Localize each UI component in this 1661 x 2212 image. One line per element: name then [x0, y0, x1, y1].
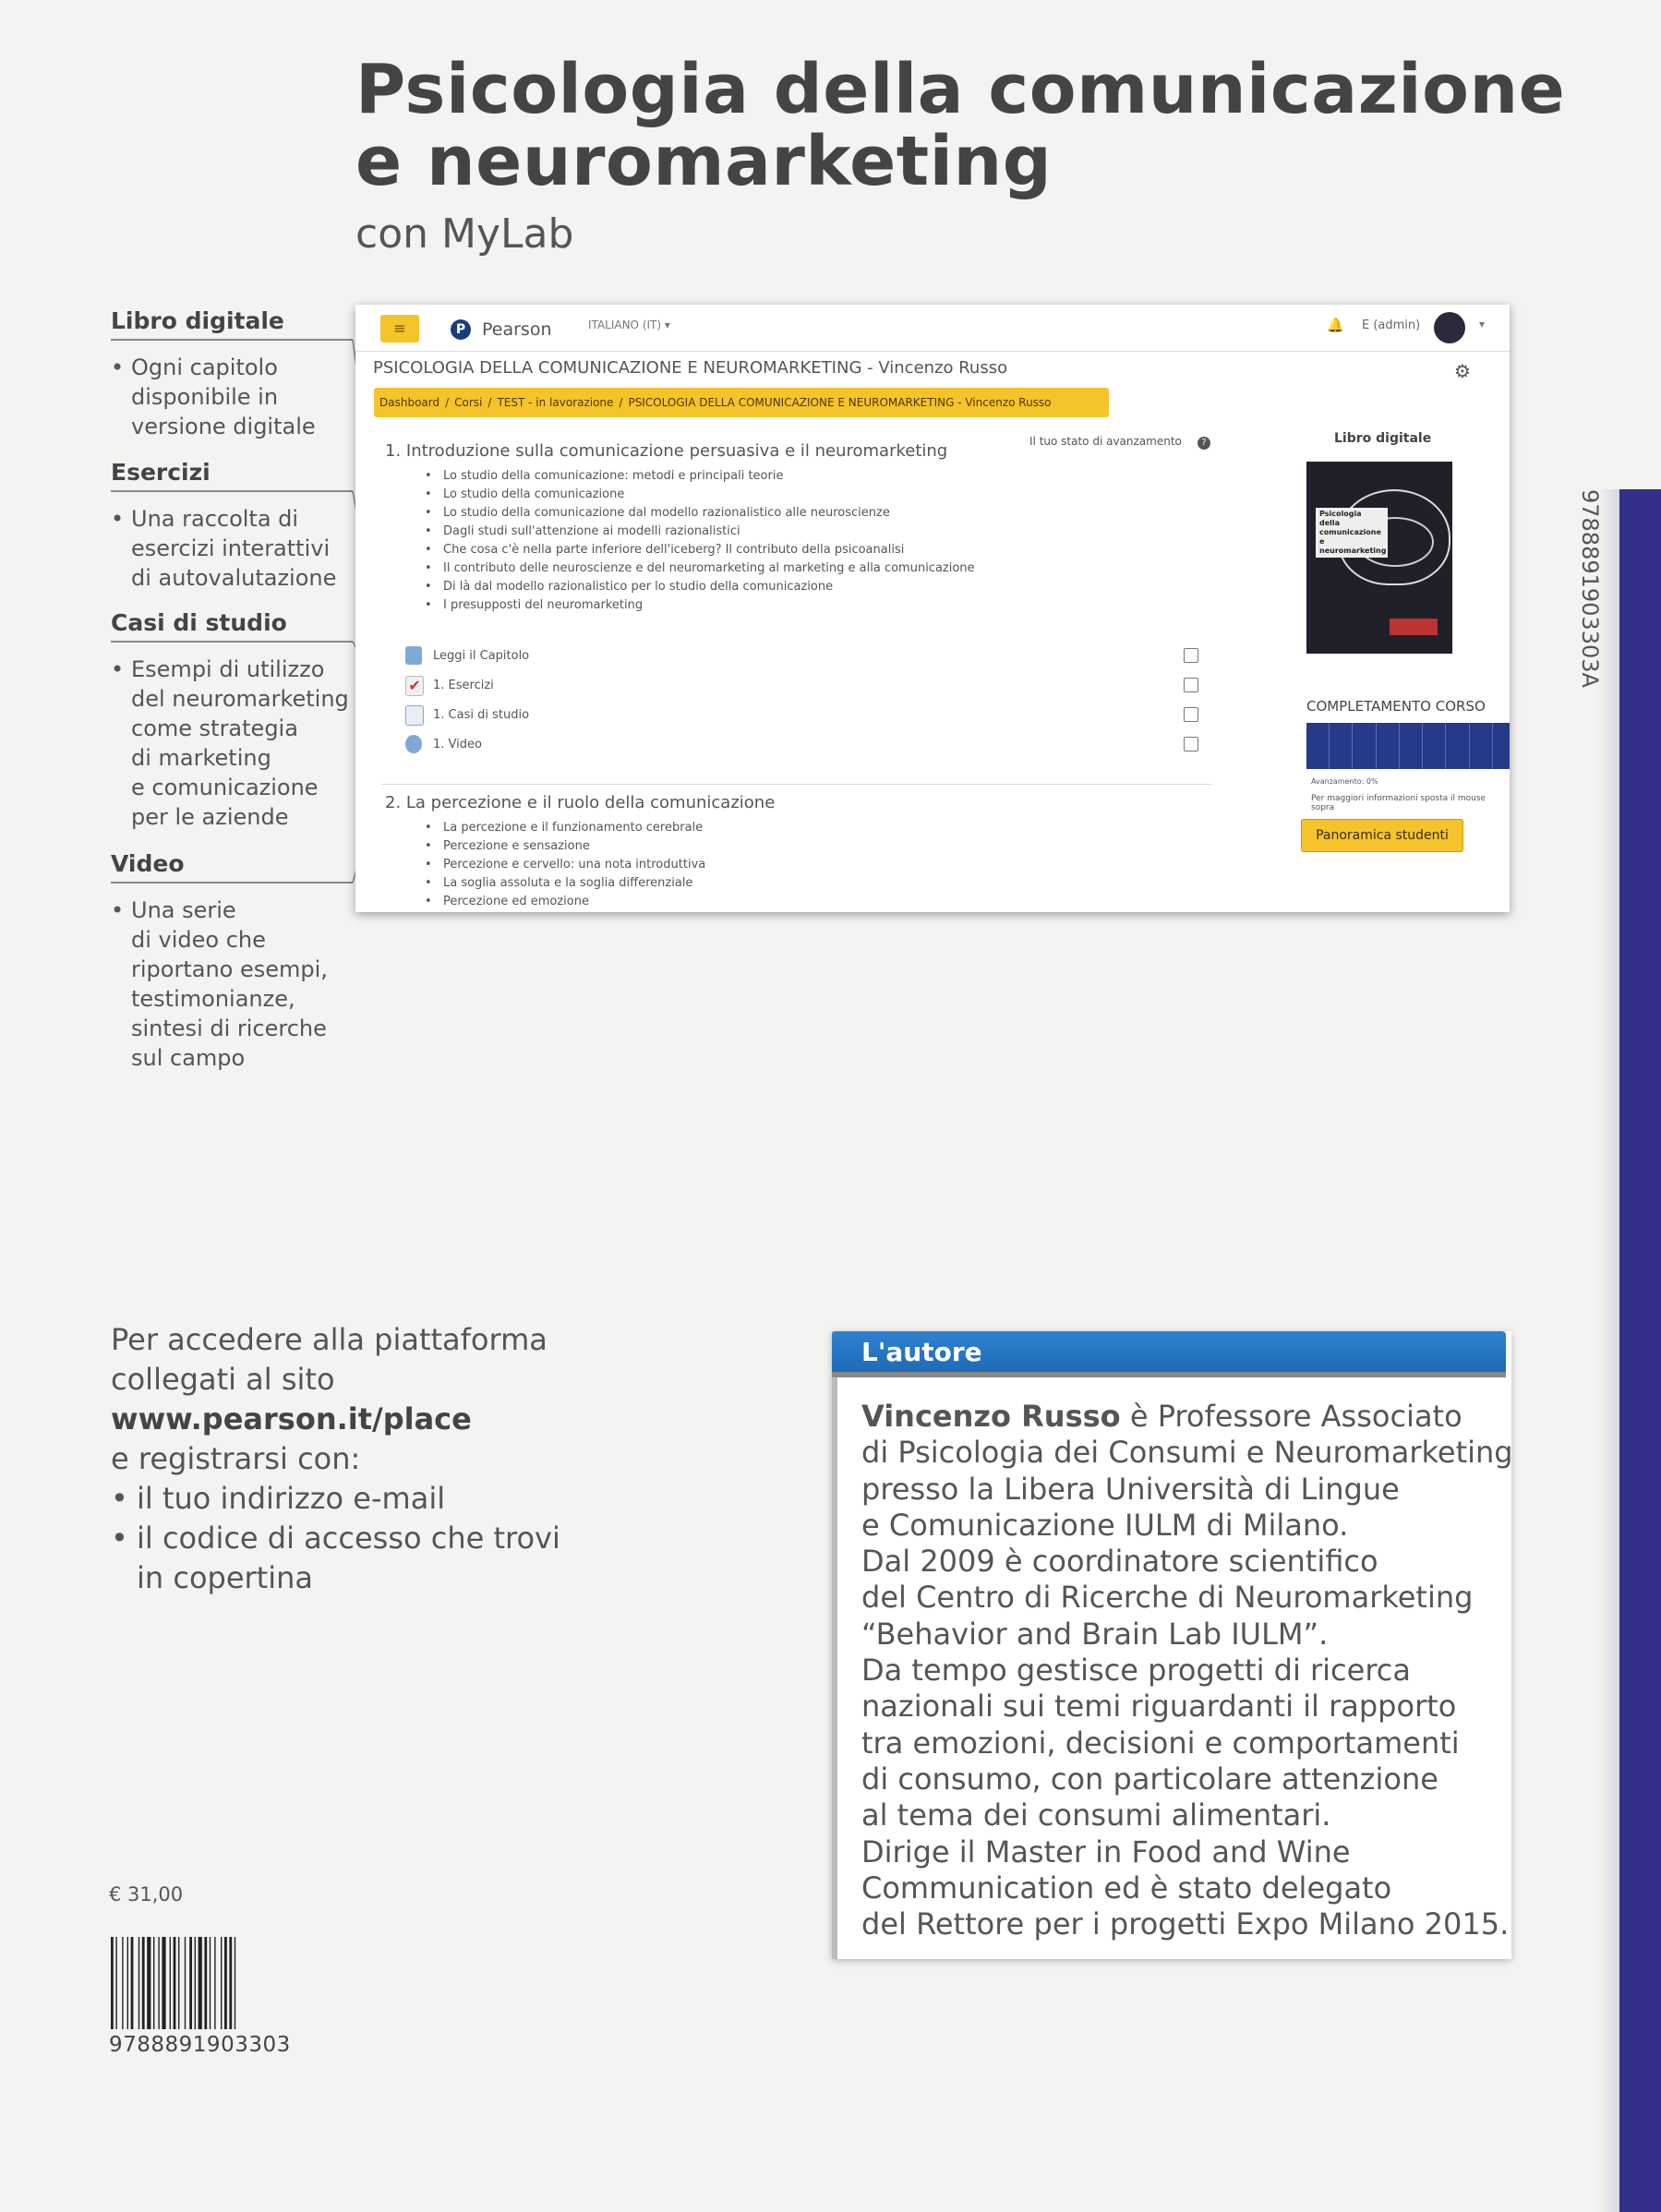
course-title: PSICOLOGIA DELLA COMUNICAZIONE E NEUROMARKETING - Vincenzo Russo [373, 358, 1008, 378]
breadcrumb-item[interactable]: Dashboard [379, 396, 440, 409]
breadcrumb-item[interactable]: Corsi [454, 396, 483, 409]
access-url[interactable]: www.pearson.it/place [111, 1401, 472, 1437]
feature-head-video: Video [111, 850, 185, 877]
section-topics: • La percezione e il funzionamento cerebrale • Percezione e sensazione • Percezione e cervello: una nota introduttiva • La soglia assoluta e la soglia differenziale • Percezione ed emozione [425, 821, 706, 908]
feature-divider [111, 882, 353, 884]
section-title[interactable]: 1. Introduzione sulla comunicazione persuasiva e il neuromarketing [385, 441, 948, 461]
access-line: collegati al sito [111, 1362, 335, 1397]
help-icon[interactable]: ? [1198, 437, 1210, 450]
price: € 31,00 [109, 1883, 184, 1905]
feature-text-casi: • Esempi di utilizzo del neuromarketing come strategia di marketing e comunicazione per le aziende [111, 656, 349, 830]
breadcrumb-item[interactable]: TEST - in lavorazione [497, 396, 614, 409]
access-line: e registrarsi con: [111, 1441, 361, 1476]
author-name: Vincenzo Russo [861, 1399, 1121, 1434]
quiz-check-icon: ✔ [405, 676, 424, 696]
author-heading: L'autore [861, 1337, 982, 1367]
activity-leggi[interactable]: Leggi il Capitolo [433, 649, 530, 663]
activity-video[interactable]: 1. Video [433, 738, 482, 751]
course-progress-bar[interactable] [1306, 723, 1510, 769]
title-line-1: Psicologia della comunicazione [355, 50, 1566, 129]
progress-label: Il tuo stato di avanzamento [1029, 435, 1182, 448]
cover-badge [1390, 619, 1438, 635]
feature-text-video: • Una serie di video che riportano esempi, testimonianze, sintesi di ricerche sul campo [111, 897, 328, 1071]
brand-name: Pearson [482, 319, 552, 340]
completion-checkbox[interactable] [1184, 737, 1198, 751]
author-bio: Vincenzo Russo è Professore Associato di Psicologia dei Consumi e Neuromarketing presso la Libera Università di Lingue e Comunicazione IULM di Milano. Dal 2009 è coordinatore scientifico del Centro di Ricerche di Neuromarketing “Behavior and Brain Lab IULM”. Da tempo gestisce progetti di ricerca nazionali sui temi riguardanti il rapporto tra emozioni, decisioni e comportamenti di consumo, con particolare attenzione al tema dei consumi alimentari. Dirige il Master in Food and Wine Communication ed è stato delegato del Rettore per i progetti Expo Milano 2015. [861, 1399, 1513, 1942]
gear-icon[interactable]: ⚙ [1454, 360, 1471, 382]
barcode-number: 9788891903303 [109, 2033, 291, 2057]
chevron-down-icon[interactable]: ▾ [1479, 318, 1486, 331]
book-title [355, 50, 1566, 201]
feature-head-casi: Casi di studio [111, 609, 287, 636]
book-spine [1619, 489, 1661, 2212]
completion-value: Avanzamento: 0% [1311, 777, 1378, 786]
hamburger-icon[interactable]: ≡ [380, 315, 419, 343]
avatar[interactable] [1434, 312, 1465, 343]
author-heading-underline [832, 1372, 1506, 1377]
language-select[interactable]: ITALIANO (IT) ▾ [588, 319, 670, 331]
access-bullet-cont: in copertina [137, 1560, 313, 1595]
access-bullet: • il codice di accesso che trovi [111, 1521, 560, 1556]
section-title[interactable]: 2. La percezione e il ruolo della comunicazione [385, 793, 776, 812]
completion-title: COMPLETAMENTO CORSO [1306, 698, 1486, 715]
breadcrumb: Dashboard / Corsi / TEST - in lavorazione / PSICOLOGIA DELLA COMUNICAZIONE E NEUROMARKETING - Vincenzo Russo [374, 388, 1109, 417]
feature-divider [111, 641, 353, 643]
feature-text-libro: • Ogni capitolo disponibile in versione digitale [111, 355, 316, 439]
feature-head-libro: Libro digitale [111, 307, 284, 334]
breadcrumb-item[interactable]: PSICOLOGIA DELLA COMUNICAZIONE E NEUROMARKETING - Vincenzo Russo [628, 396, 1052, 409]
completion-checkbox[interactable] [1184, 648, 1198, 663]
feature-divider [111, 339, 353, 341]
student-overview-button[interactable]: Panoramica studenti [1301, 819, 1463, 852]
feature-head-esercizi: Esercizi [111, 459, 211, 486]
book-subtitle: con MyLab [355, 210, 574, 258]
spine-code: 9788891903303A [1577, 489, 1603, 688]
completion-checkbox[interactable] [1184, 678, 1198, 692]
activity-casi[interactable]: 1. Casi di studio [433, 708, 530, 722]
document-icon [405, 705, 424, 726]
access-line: Per accedere alla piattaforma [111, 1322, 548, 1357]
user-name[interactable]: E (admin) [1362, 319, 1421, 332]
section-topics: • Lo studio della comunicazione: metodi e principali teorie • Lo studio della comunicazione • Lo studio della comunicazione dal modello razionalistico alle neuroscienze • Dagli studi sull'attenzione ai modelli razionalistici • Che cosa c'è nella parte inferiore dell'iceberg? Il contributo della psicoanalisi • Il contributo delle neuroscienze e del neuromarketing al marketing e alla comunicazione • Di là dal modello razionalistico per lo studio della comunicazione • I presupposti del neuromarketing [425, 469, 975, 612]
access-instructions [111, 1320, 560, 1598]
activity-esercizi[interactable]: 1. Esercizi [433, 679, 494, 692]
topbar-divider [355, 351, 1510, 352]
access-bullet: • il tuo indirizzo e-mail [111, 1481, 446, 1516]
mylab-screenshot [355, 305, 1510, 912]
digital-book-title: Libro digitale [1334, 431, 1432, 446]
book-cover-thumbnail[interactable] [1306, 462, 1452, 654]
feature-divider [111, 490, 353, 492]
cover-title: Psicologia della comunicazione e neuromarketing [1316, 508, 1388, 558]
completion-checkbox[interactable] [1184, 707, 1198, 722]
spine-shadow [1597, 489, 1619, 2212]
barcode-icon [109, 1937, 303, 2033]
author-heading-bar [832, 1331, 1506, 1372]
book-icon [405, 646, 422, 665]
video-icon [405, 735, 422, 753]
feature-text-esercizi: • Una raccolta di esercizi interattivi di autovalutazione [111, 506, 337, 591]
title-line-2: e neuromarketing [355, 122, 1053, 201]
completion-info: Per maggiori informazioni sposta il mouse sopra [1311, 794, 1486, 812]
pearson-logo-icon: P [451, 319, 471, 340]
section-divider [381, 784, 1212, 785]
bell-icon[interactable]: 🔔 [1327, 317, 1344, 333]
